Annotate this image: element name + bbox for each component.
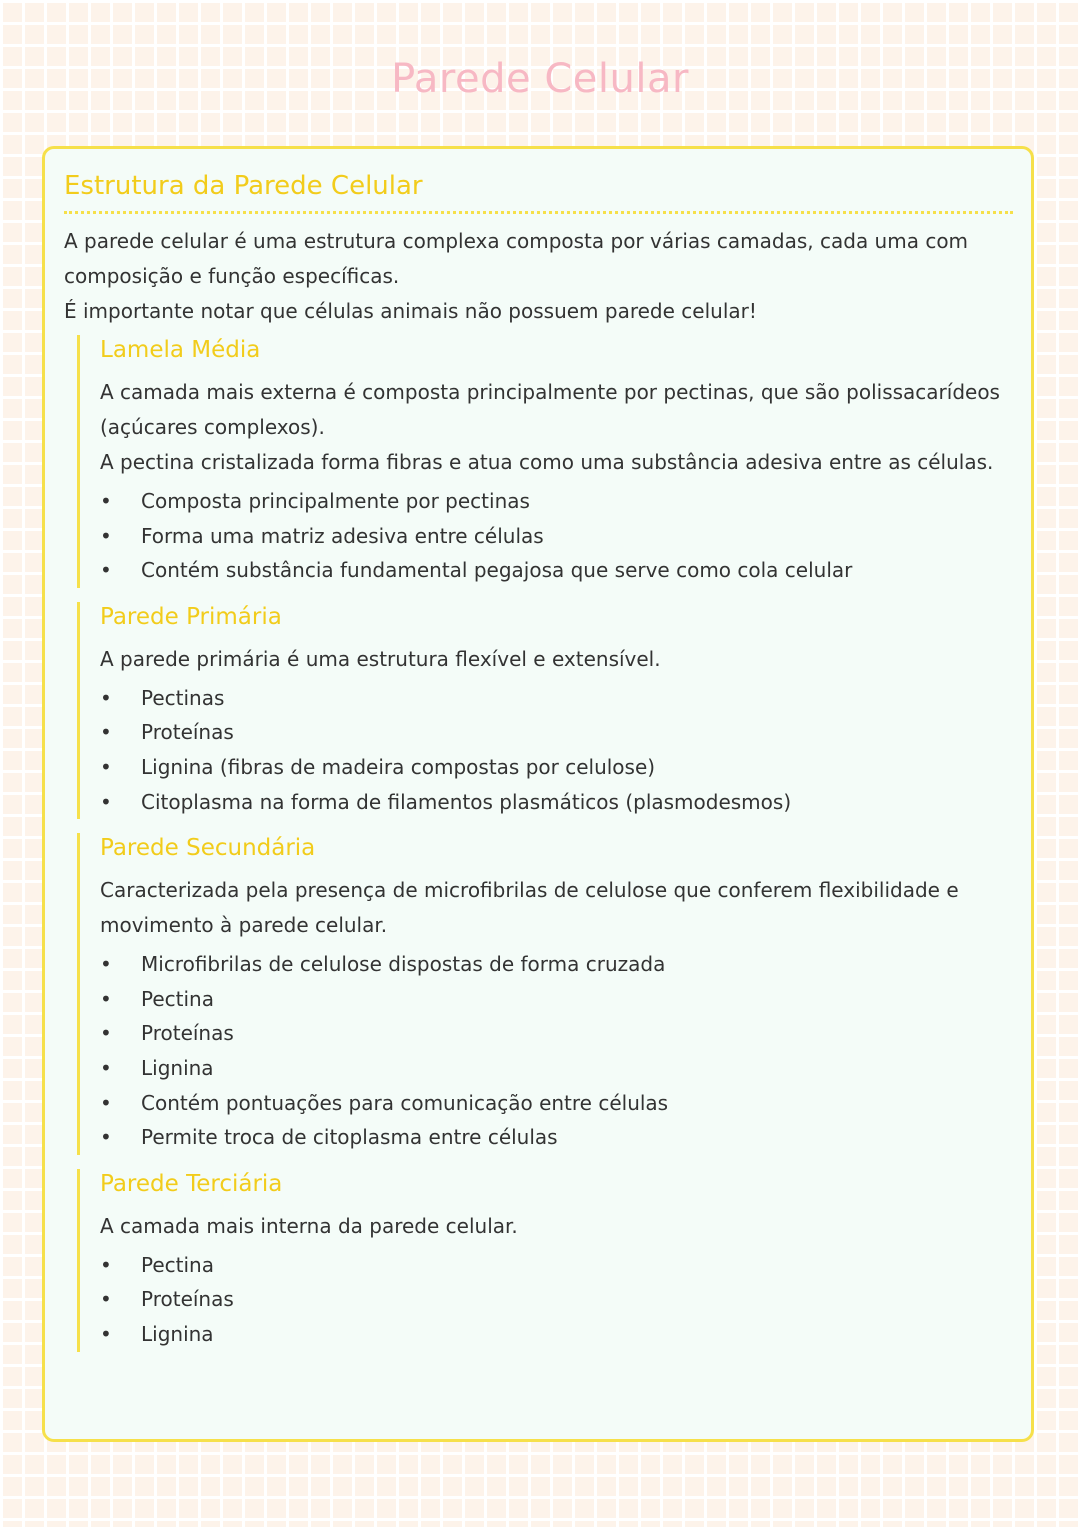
card-title: Estrutura da Parede Celular <box>64 171 1013 214</box>
section-title: Lamela Média <box>100 337 261 363</box>
list-item: • Forma uma matriz adesiva entre células <box>100 519 1013 554</box>
section-text <box>100 873 1013 943</box>
list-item: • Lignina <box>100 1317 1013 1352</box>
bullet-list <box>100 947 1013 1155</box>
section-text <box>100 375 1013 480</box>
bullet-list <box>100 1248 1013 1352</box>
intro-line-2: É importante notar que células animais não possuem parede celular! <box>64 299 757 323</box>
list-item: • Lignina (fibras de madeira compostas por celulose) <box>100 750 1013 785</box>
list-item: • Proteínas <box>100 1282 1013 1317</box>
card-intro <box>64 224 1013 329</box>
list-item: • Composta principalmente por pectinas <box>100 484 1013 519</box>
list-item: • Citoplasma na forma de filamentos plasmáticos (plasmodesmos) <box>100 785 1013 820</box>
section-parede-primaria <box>77 602 1013 819</box>
section-text <box>100 642 1013 677</box>
content-card <box>42 146 1034 1442</box>
list-item: • Proteínas <box>100 1016 1013 1051</box>
list-item: • Permite troca de citoplasma entre células <box>100 1120 1013 1155</box>
section-parede-terciaria <box>77 1169 1013 1352</box>
list-item: • Pectina <box>100 982 1013 1017</box>
list-item: • Pectinas <box>100 681 1013 716</box>
section-text-line: A pectina cristalizada forma fibras e atua como uma substância adesiva entre as células. <box>100 450 994 474</box>
section-title: Parede Primária <box>100 603 282 630</box>
section-text-line: A camada mais externa é composta principalmente por pectinas, que são polissacarídeos (açúcares complexos). <box>100 380 1000 439</box>
section-lamela-media <box>77 335 1013 588</box>
list-item: • Contém substância fundamental pegajosa que serve como cola celular <box>100 553 1013 588</box>
bullet-list <box>100 484 1013 588</box>
bullet-list <box>100 681 1013 819</box>
section-title: Parede Secundária <box>100 835 316 862</box>
section-parede-secundaria <box>77 833 1013 1155</box>
page-title: Parede Celular <box>391 56 689 102</box>
intro-line-1: A parede celular é uma estrutura complexa composta por várias camadas, cada uma com composição e função específicas. <box>64 229 969 288</box>
list-item: • Microfibrilas de celulose dispostas de forma cruzada <box>100 947 1013 982</box>
section-text-line: A parede primária é uma estrutura flexível e extensível. <box>100 646 661 671</box>
list-item: • Proteínas <box>100 715 1013 750</box>
section-text-line: Caracterizada pela presença de microfibrilas de celulose que conferem flexibilidade e movimento à parede celular. <box>100 878 959 938</box>
list-item: • Pectina <box>100 1248 1013 1283</box>
section-text-line: A camada mais interna da parede celular. <box>100 1213 518 1238</box>
section-text <box>100 1209 1013 1244</box>
list-item: • Contém pontuações para comunicação entre células <box>100 1086 1013 1121</box>
list-item: • Lignina <box>100 1051 1013 1086</box>
section-title: Parede Terciária <box>100 1170 283 1197</box>
